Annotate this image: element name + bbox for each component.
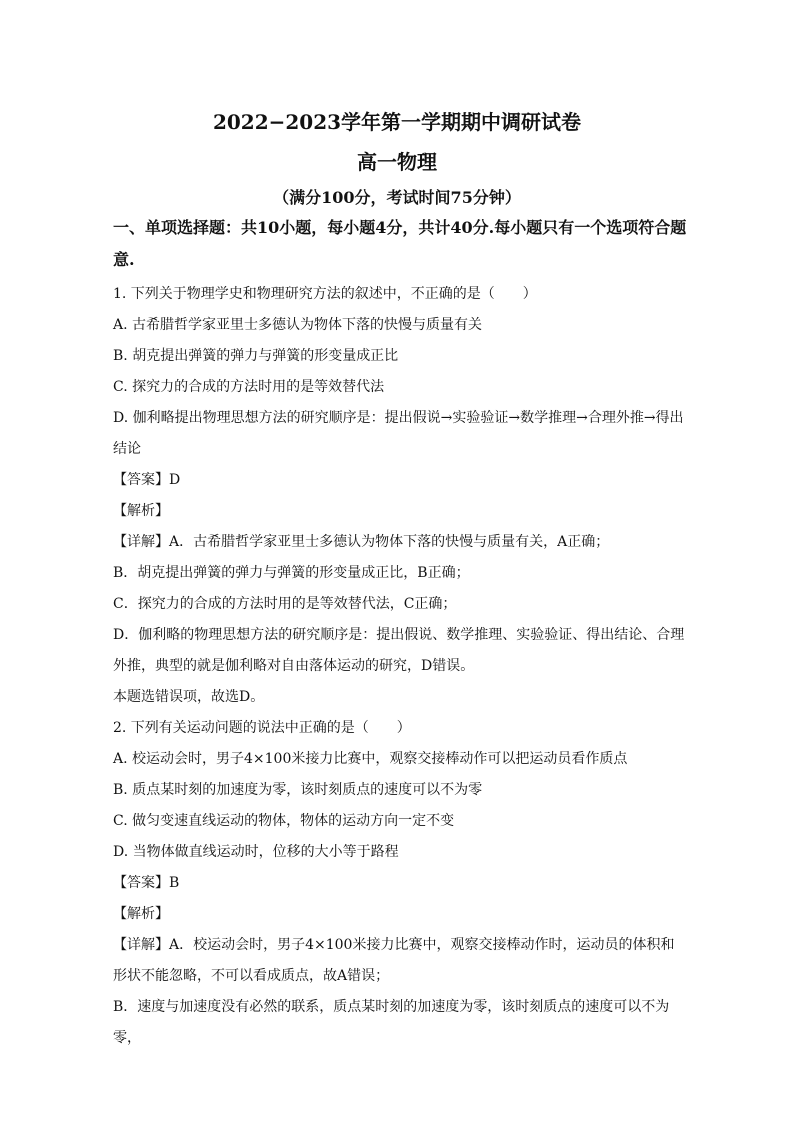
option-d: D. 伽利略提出物理思想方法的研究顺序是：提出假说→实验验证→数学推理→合理外推→得出结论 xyxy=(113,410,684,457)
question-stem: 1. 下列关于物理学史和物理研究方法的叙述中，不正确的是（ ） xyxy=(113,286,537,302)
answer-line xyxy=(113,868,687,899)
option-c: C. 做匀变速直线运动的物体，物体的运动方向一定不变 xyxy=(113,813,455,829)
detail-text: A．校运动会时，男子4×100米接力比赛中，观察交接棒动作时，运动员的体积和形状不能忽略，不可以看成质点，故A错误； xyxy=(113,937,675,984)
option-a: A. 古希腊哲学家亚里士多德认为物体下落的快慢与质量有关 xyxy=(113,317,483,333)
conclusion-line: 本题选错误项，故选D。 xyxy=(113,689,265,705)
detail-line: B．胡克提出弹簧的弹力与弹簧的形变量成正比，B正确； xyxy=(113,565,470,581)
answer-tag: 【答案】 xyxy=(113,472,169,488)
option-b: B. 质点某时刻的加速度为零，该时刻质点的速度可以不为零 xyxy=(113,782,483,798)
detail-line: C．探究力的合成的方法时用的是等效替代法，C正确； xyxy=(113,596,457,612)
detail-tag: 【详解】 xyxy=(113,937,169,953)
analysis-tag: 【解析】 xyxy=(113,906,169,922)
section-heading: 一、单项选择题：共10小题，每小题4分，共计40分.每小题只有一个选项符合题意. xyxy=(113,218,687,269)
detail-line: B．速度与加速度没有必然的联系，质点某时刻的加速度为零，该时刻质点的速度可以不为零， xyxy=(113,999,670,1046)
option-d: D. 当物体做直线运动时，位移的大小等于路程 xyxy=(113,844,399,860)
exam-title: 2022−2023学年第一学期期中调研试卷 xyxy=(212,110,582,134)
analysis-tag: 【解析】 xyxy=(113,503,169,519)
exam-meta: （满分100分，考试时间75分钟） xyxy=(273,188,521,207)
detail-text: A．古希腊哲学家亚里士多德认为物体下落的快慢与质量有关，A正确； xyxy=(169,534,610,550)
detail-tag: 【详解】 xyxy=(113,534,169,550)
answer-tag: 【答案】 xyxy=(113,875,169,891)
question-2 xyxy=(113,713,687,1054)
question-stem: 2. 下列有关运动问题的说法中正确的是（ ） xyxy=(113,720,411,736)
option-c: C. 探究力的合成的方法时用的是等效替代法 xyxy=(113,379,385,395)
document-body xyxy=(113,210,687,1054)
subject-title: 高一物理 xyxy=(357,150,437,174)
answer-value: B xyxy=(169,875,180,891)
detail-line: D．伽利略的物理思想方法的研究顺序是：提出假说、数学推理、实验验证、得出结论、合理外推，典型的就是伽利略对自由落体运动的研究，D错误。 xyxy=(113,627,685,674)
detail-line xyxy=(113,527,687,558)
detail-line xyxy=(113,930,687,992)
option-b: B. 胡克提出弹簧的弹力与弹簧的形变量成正比 xyxy=(113,348,399,364)
answer-value: D xyxy=(169,472,181,488)
question-1 xyxy=(113,279,687,713)
answer-line xyxy=(113,465,687,496)
option-a: A. 校运动会时，男子4×100米接力比赛中，观察交接棒动作可以把运动员看作质点 xyxy=(113,751,628,767)
